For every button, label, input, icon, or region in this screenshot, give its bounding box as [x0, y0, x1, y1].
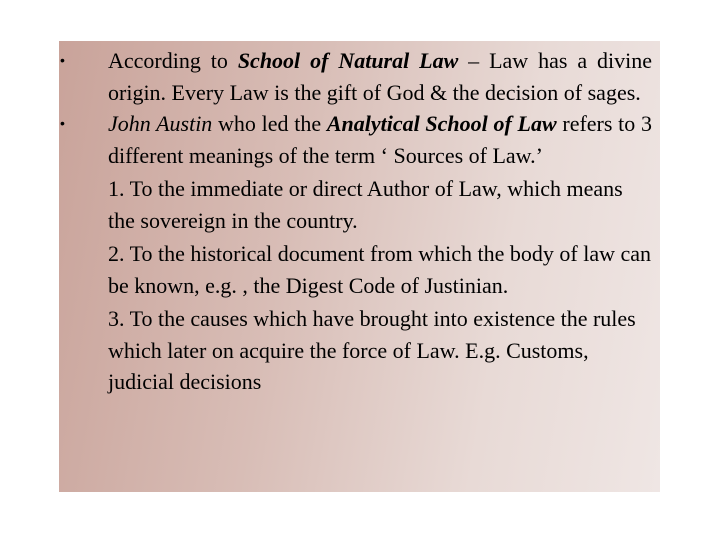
point-1: 1. To the immediate or direct Author of Law, which means the sovereign in the country.: [108, 176, 623, 233]
slide-content: [60, 45, 653, 398]
analytical-school-emphasis: Analytical School of Law: [326, 111, 557, 136]
point-2: 2. To the historical document from which the body of law can be known, e.g. , the Digest Code of Justinian.: [108, 241, 652, 298]
bullet-john-austin: [60, 108, 652, 171]
bullet-natural-law: [60, 45, 653, 108]
bullet-text-post: – Law has a divine origin. Every Law is the gift of God & the decision of sages.: [108, 48, 653, 105]
bullet-text-pre: According to: [108, 48, 238, 73]
austin-name: John Austin: [108, 111, 213, 136]
point-3: 3. To the causes which have brought into existence the rules which later on acquire the force of Law. E.g. Customs, judicial decisions: [108, 306, 636, 394]
bullet-text-mid: who led the: [212, 111, 327, 136]
bullet-icon: •: [60, 52, 65, 68]
natural-law-emphasis: School of Natural Law: [237, 48, 459, 73]
bullet-icon: •: [60, 115, 65, 131]
bullet-text-post: refers to 3 different meanings of the term ‘ Sources of Law.’: [108, 111, 652, 168]
